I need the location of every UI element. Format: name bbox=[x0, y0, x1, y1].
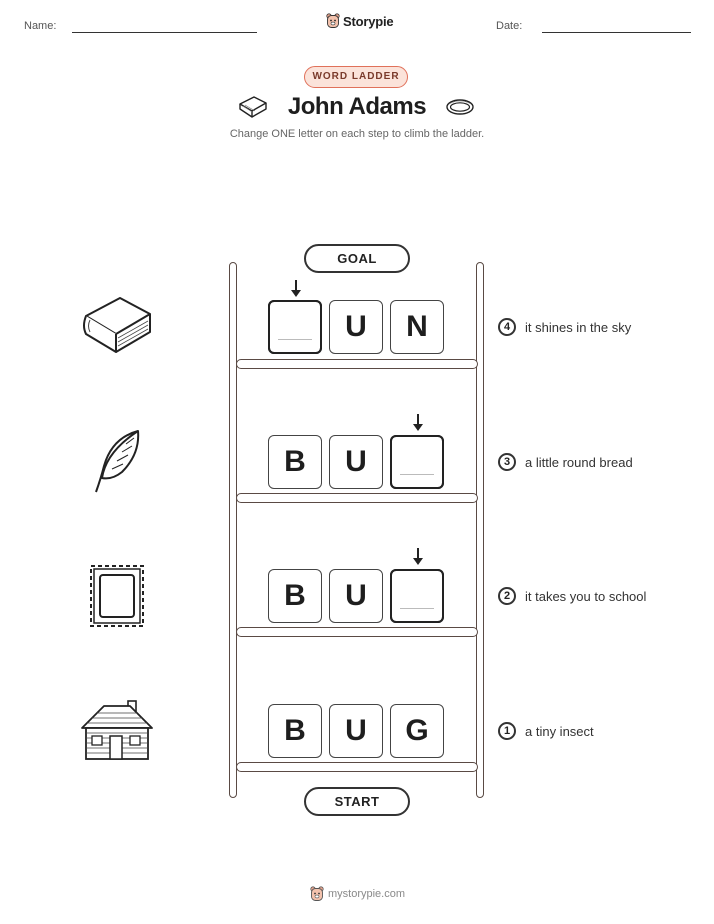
book-icon bbox=[80, 294, 154, 356]
name-line[interactable] bbox=[72, 32, 257, 33]
clue-1 bbox=[498, 722, 594, 740]
quill-icon bbox=[90, 428, 146, 496]
letter-input-underline bbox=[390, 569, 444, 623]
letter-tile: U bbox=[329, 704, 383, 758]
clue-2 bbox=[498, 587, 646, 605]
footer-url[interactable]: mystorypie.com bbox=[328, 888, 406, 900]
letter-tile: U bbox=[329, 435, 383, 489]
clue-text: it shines in the sky bbox=[525, 319, 632, 335]
ladder-rung bbox=[236, 762, 478, 772]
clue-text: a tiny insect bbox=[525, 723, 594, 739]
clue-number: 1 bbox=[498, 722, 516, 740]
start-label: START bbox=[304, 787, 410, 816]
ladder-rung bbox=[236, 359, 478, 369]
arrow-down-icon bbox=[412, 548, 424, 566]
clue-text: a little round bread bbox=[525, 454, 633, 470]
letter-tile: U bbox=[329, 569, 383, 623]
clue-number: 4 bbox=[498, 318, 516, 336]
letter-tile: B bbox=[268, 569, 322, 623]
footer bbox=[310, 886, 405, 902]
cabin-icon bbox=[80, 698, 154, 762]
letter-input-underline bbox=[268, 300, 322, 354]
brand-logo bbox=[326, 13, 393, 29]
ring-icon bbox=[445, 97, 475, 117]
letter-tile: U bbox=[329, 300, 383, 354]
letter-input-underline bbox=[390, 435, 444, 489]
word-ladder-badge: WORD LADDER bbox=[304, 66, 408, 88]
ladder-rail-left bbox=[229, 262, 237, 798]
instructions: Change ONE letter on each step to climb the ladder. bbox=[229, 128, 485, 140]
letter-tile: N bbox=[390, 300, 444, 354]
date-label: Date: bbox=[496, 20, 523, 32]
arrow-down-icon bbox=[412, 414, 424, 432]
stamp-icon bbox=[87, 562, 147, 630]
letter-tile: B bbox=[268, 435, 322, 489]
clue-4 bbox=[498, 318, 631, 336]
ladder-rung bbox=[236, 627, 478, 637]
clue-number: 3 bbox=[498, 453, 516, 471]
letter-tile: B bbox=[268, 704, 322, 758]
bear-icon bbox=[310, 886, 324, 902]
page-title: John Adams bbox=[287, 93, 427, 120]
ladder-rung bbox=[236, 493, 478, 503]
date-line[interactable] bbox=[542, 32, 691, 33]
arrow-down-icon bbox=[290, 280, 302, 298]
clue-3 bbox=[498, 453, 633, 471]
clue-text: it takes you to school bbox=[525, 588, 647, 604]
brand-name: Storypie bbox=[343, 13, 394, 29]
name-label: Name: bbox=[24, 20, 57, 32]
bear-icon bbox=[326, 13, 340, 29]
goal-label: GOAL bbox=[304, 244, 410, 273]
ladder-rail-right bbox=[476, 262, 484, 798]
clue-number: 2 bbox=[498, 587, 516, 605]
letter-tile: G bbox=[390, 704, 444, 758]
